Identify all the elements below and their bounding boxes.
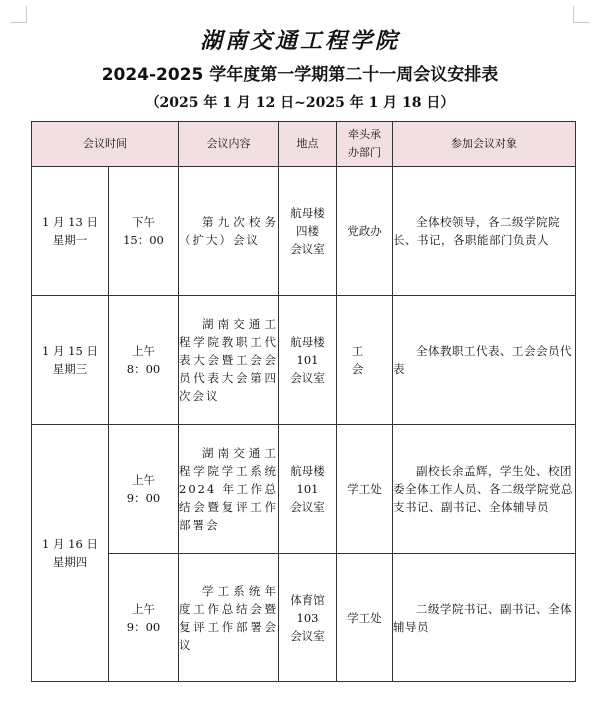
header-attendees: 参加会议对象 (393, 122, 576, 167)
clock: 9：00 (126, 619, 161, 634)
dept-cell (337, 296, 393, 425)
attendees-text: 副校长余孟辉，学生处、校团委全体工作人员、各二级学院党总支书记、副书记、全体辅导员 (393, 464, 573, 514)
date-cell (32, 425, 109, 682)
date-cell (32, 167, 109, 296)
location-cell (279, 296, 337, 425)
period: 下午 (132, 215, 155, 229)
location-line: 会议室 (290, 500, 325, 514)
content-text: 湖南交通工程学院教职工代表大会暨工会会员代表大会第四次会议 (179, 317, 278, 403)
location-line: 体育馆 (290, 592, 325, 607)
location-line: 103 (296, 610, 319, 625)
attendees-cell (393, 167, 576, 296)
attendees-cell (393, 425, 576, 554)
date-cell (32, 296, 109, 425)
content-cell (179, 425, 279, 554)
location-cell (279, 425, 337, 554)
header-content: 会议内容 (179, 122, 279, 167)
attendees-cell (393, 554, 576, 682)
time-cell (109, 296, 179, 425)
document-title: 2024-2025 学年度第一学期第二十一周会议安排表 (101, 65, 499, 85)
date: 1 月 16 日 (42, 537, 98, 551)
weekday: 星期三 (52, 362, 88, 376)
content-cell (179, 554, 279, 682)
time-cell (109, 554, 179, 682)
header-location: 地点 (279, 122, 337, 167)
dept-cell: 学工处 (337, 425, 393, 554)
content-text: 学工系统年度工作总结会暨复评工作部署会议 (179, 583, 278, 652)
table-row (32, 296, 576, 425)
attendees-text: 二级学院书记、副书记、全体辅导员 (393, 601, 572, 634)
location-line: 会议室 (290, 628, 325, 643)
location-cell (279, 167, 337, 296)
dept-cell: 党政办 (337, 167, 393, 296)
dept-cell: 学工处 (337, 554, 393, 682)
period: 上午 (132, 601, 155, 616)
location-line: 航母楼 (290, 206, 325, 220)
meeting-schedule-table (31, 121, 576, 682)
header-dept-line1: 牵头承 (348, 128, 381, 141)
table-row (32, 425, 576, 554)
location-line: 四楼 (296, 224, 319, 238)
attendees-text: 全体教职工代表、工会会员代表 (393, 344, 572, 376)
location-line: 会议室 (290, 242, 325, 256)
header-dept-line2: 办部门 (348, 146, 381, 159)
crop-mark-top-right (573, 6, 590, 23)
clock: 9：00 (126, 491, 161, 505)
location-line: 101 (296, 482, 319, 496)
content-cell (179, 296, 279, 425)
clock: 15：00 (123, 233, 164, 247)
location-line: 会议室 (290, 371, 325, 385)
attendees-text: 全体校领导，各二级学院院长、书记，各职能部门负责人 (393, 215, 560, 247)
header-dept (337, 122, 393, 167)
header-time: 会议时间 (32, 122, 179, 167)
clock: 8：00 (126, 362, 161, 376)
crop-mark-top-left (10, 6, 27, 23)
period: 上午 (132, 344, 155, 358)
weekday: 星期一 (52, 233, 88, 247)
period: 上午 (132, 473, 155, 487)
school-name: 湖南交通工程学院 (199, 28, 400, 54)
table-row (32, 167, 576, 296)
weekday: 星期四 (52, 555, 88, 569)
date-range: （2025 年 1 月 12 日~2025 年 1 月 18 日） (145, 95, 455, 111)
location-line: 101 (296, 353, 319, 367)
location-line: 航母楼 (290, 464, 325, 478)
table-header-row (32, 122, 576, 167)
time-cell (109, 425, 179, 554)
location-cell (279, 554, 337, 682)
location-line: 航母楼 (290, 335, 325, 349)
content-cell (179, 167, 279, 296)
attendees-cell (393, 296, 576, 425)
content-text: 湖南交通工程学院学工系统 2024 年工作总结会暨复评工作部署会 (179, 446, 278, 532)
date: 1 月 13 日 (42, 215, 98, 229)
date: 1 月 15 日 (42, 344, 98, 358)
dept-text: 工 会 (351, 344, 378, 376)
time-cell (109, 167, 179, 296)
content-text: 第九次校务（扩大）会议 (179, 215, 278, 247)
table-row (32, 554, 576, 682)
